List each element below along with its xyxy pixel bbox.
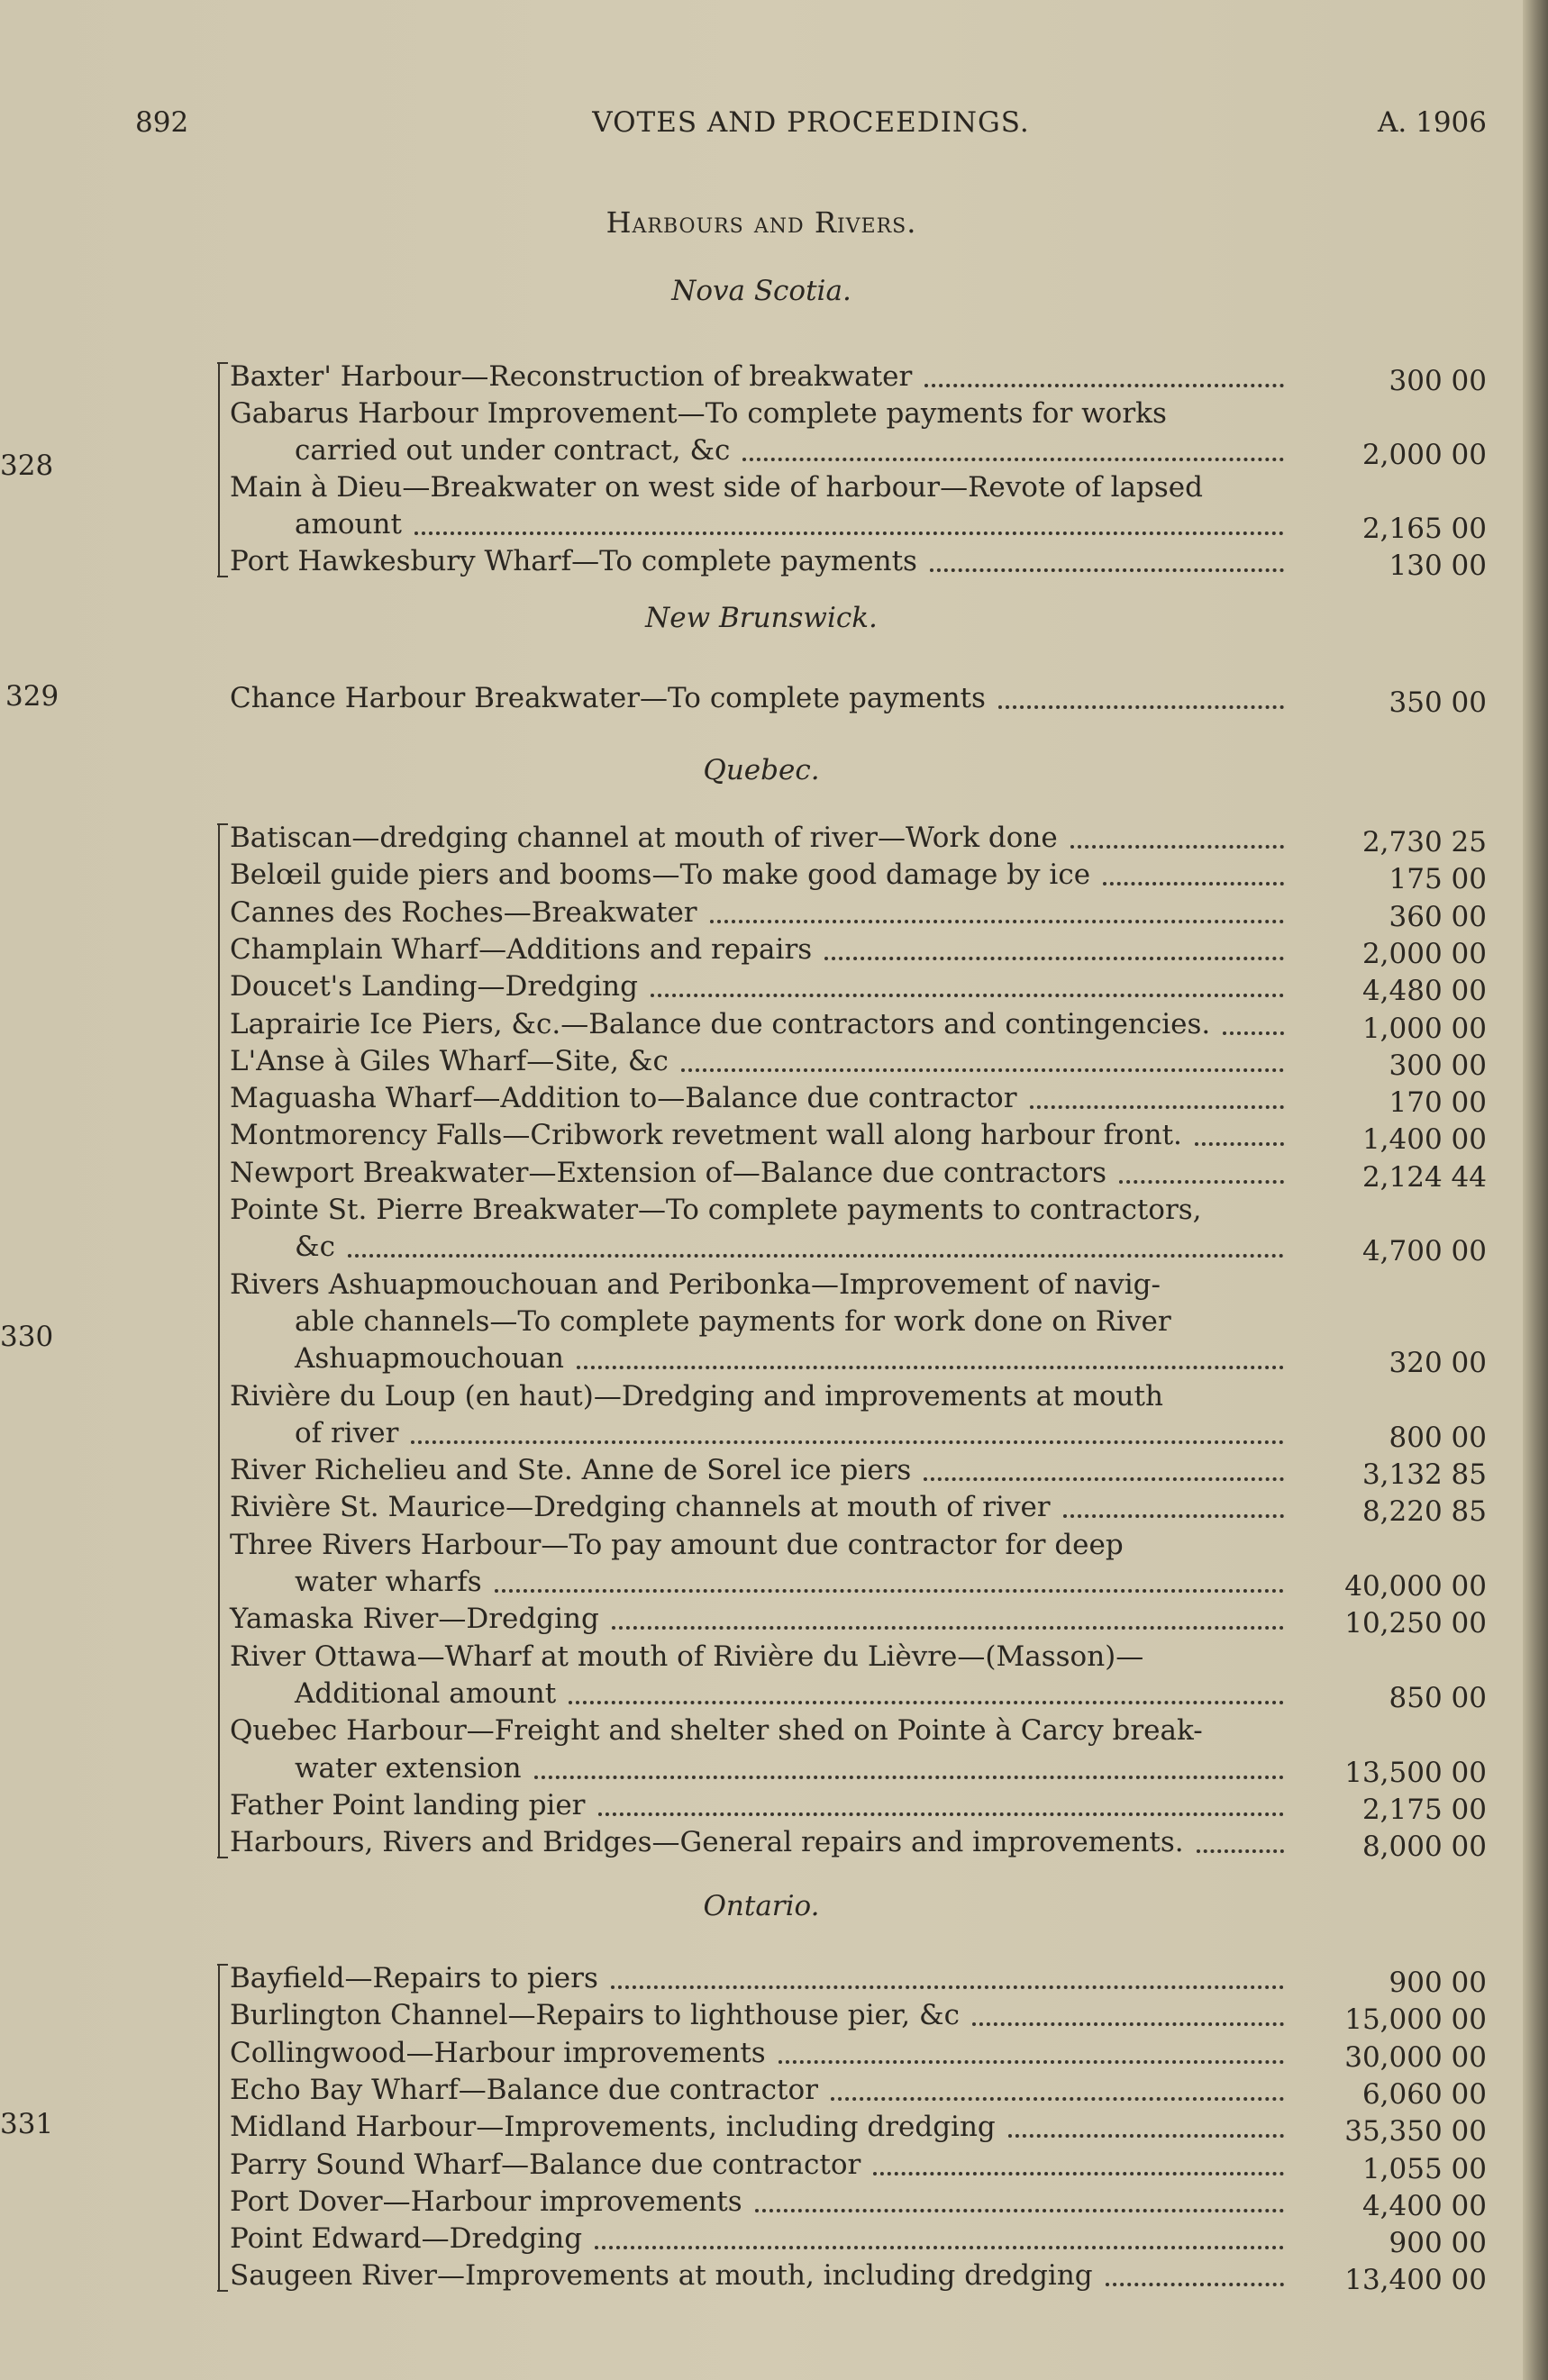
item-description: Three Rivers Harbour—To pay amount due contractor for deep [230,1528,1124,1561]
estimate-line [230,1267,1487,1304]
item-description: Rivière St. Maurice—Dredging channels at mouth of river [230,1491,1051,1524]
dot-leader [534,1776,1284,1779]
item-amount: 2,124 44 [1361,1160,1487,1194]
dot-leader [831,2097,1284,2101]
item-amount: 320 00 [1389,1347,1487,1380]
estimate-line [230,432,1487,469]
item-amount: 40,000 00 [1344,1570,1487,1603]
item-amount: 6,060 00 [1361,2077,1487,2111]
item-description: Yamaska River—Dredging [230,1603,599,1636]
item-amount: 2,000 00 [1361,439,1487,471]
item-description: Champlain Wharf—Additions and repairs [230,932,813,966]
dot-leader [1119,1180,1284,1184]
estimate-line [230,1043,1487,1080]
dot-leader [972,2022,1284,2026]
item-amount: 900 00 [1389,1967,1487,1999]
page-number: 892 [135,106,189,139]
item-amount: 900 00 [1389,2227,1487,2260]
vote-brace [218,823,220,1858]
dot-leader [1063,1514,1284,1518]
item-amount: 8,220 85 [1361,1495,1487,1529]
vote-number: 330 [0,1321,54,1354]
estimate-line [230,1117,1487,1157]
item-description: River Ottawa—Wharf at mouth of Rivière du Lièvre—(Masson)— [230,1640,1144,1673]
item-description: water wharfs [295,1566,482,1598]
vote-number: 329 [5,680,59,713]
estimate-line [230,1192,1487,1229]
item-amount: 300 00 [1389,365,1487,397]
item-amount: 4,700 00 [1361,1235,1487,1268]
dot-leader [1223,1031,1284,1035]
dot-leader [1106,2283,1284,2286]
item-description: Echo Bay Wharf—Balance due contractor [230,2073,818,2106]
item-description: Rivers Ashuapmouchouan and Peribonka—Improvement of navig- [230,1267,1161,1301]
item-description: Newport Breakwater—Extension of—Balance due contractors [230,1156,1106,1189]
item-amount: 170 00 [1389,1086,1487,1120]
item-amount: 2,730 25 [1361,826,1487,858]
estimate-line [230,1712,1487,1749]
item-amount: 1,000 00 [1361,1012,1487,1045]
dot-leader [779,2060,1284,2064]
estimate-line [230,506,1487,543]
estimate-line [230,2109,1487,2146]
estimate-line [230,543,1487,580]
item-description: Port Hawkesbury Wharf—To complete payments [230,545,917,577]
dot-leader [651,994,1284,997]
page-edge-shadow [1523,0,1548,2380]
estimate-line [230,1378,1487,1415]
estimate-line [230,1415,1487,1452]
item-amount: 1,400 00 [1361,1123,1487,1157]
estimate-line [230,1155,1487,1192]
item-amount: 360 00 [1389,900,1487,933]
item-amount: 130 00 [1389,550,1487,582]
item-description: Belœil guide piers and booms—To make good damage by ice [230,858,1091,892]
region-title: New Brunswick. [645,602,878,634]
item-description: Doucet's Landing—Dredging [230,970,638,1004]
vote-number: 331 [0,2107,54,2140]
item-description: Pointe St. Pierre Breakwater—To complete payments to contractors, [230,1194,1202,1226]
item-description: Chance Harbour Breakwater—To complete payments [230,682,986,714]
item-description: Cannes des Roches—Breakwater [230,895,697,929]
running-header [135,106,1487,151]
item-description: Gabarus Harbour Improvement—To complete payments for works [230,397,1167,430]
estimate-line [230,1452,1487,1492]
dot-leader [595,2246,1284,2249]
session-year: A. 1906 [1378,106,1487,139]
estimate-line [230,968,1487,1008]
item-amount: 8,000 00 [1361,1830,1487,1864]
region-title: Ontario. [703,1890,820,1922]
item-description: Harbours, Rivers and Bridges—General repairs and improvements. [230,1826,1184,1859]
item-amount: 2,165 00 [1361,513,1487,545]
item-amount: 15,000 00 [1344,2003,1487,2037]
item-amount: 175 00 [1389,863,1487,896]
region-title: Nova Scotia. [671,275,851,307]
dot-leader [1103,882,1284,886]
estimate-line [230,1639,1487,1676]
dot-leader [930,568,1284,572]
estimate-line [230,931,1487,968]
item-amount: 30,000 00 [1344,2040,1487,2074]
item-description: Rivière du Loup (en haut)—Dredging and improvements at mouth [230,1379,1163,1413]
item-amount: 350 00 [1389,686,1487,719]
estimate-line [230,395,1487,432]
vote-brace [218,1964,220,2292]
estimate-line [230,1006,1487,1043]
estimate-line [230,1676,1487,1712]
item-description: Laprairie Ice Piers, &c.—Balance due contractors and contingencies. [230,1007,1211,1040]
dot-leader [611,1985,1284,1989]
item-description: Father Point landing pier [230,1788,586,1821]
estimate-line [230,1489,1487,1529]
dot-leader [348,1254,1284,1258]
item-amount: 800 00 [1389,1421,1487,1454]
region-title: Quebec. [703,754,820,786]
dot-leader [495,1589,1284,1593]
estimate-line [230,1080,1487,1120]
estimate-line [230,359,1487,395]
estimate-line [230,1304,1487,1340]
estimate-line [230,1750,1487,1787]
dot-leader [998,705,1284,709]
dot-leader [681,1068,1284,1072]
estimate-line [230,1824,1487,1864]
estimate-line [230,1340,1487,1380]
estimate-line [230,820,1487,857]
estimate-line [230,2221,1487,2260]
dot-leader [742,458,1284,461]
item-description: River Richelieu and Ste. Anne de Sorel ice piers [230,1454,912,1487]
dot-leader [577,1366,1284,1369]
estimate-line [230,1229,1487,1266]
item-amount: 3,132 85 [1361,1458,1487,1492]
dot-leader [755,2209,1284,2212]
item-description: Saugeen River—Improvements at mouth, including dredging [230,2259,1093,2293]
vote-brace [218,362,220,577]
item-amount: 850 00 [1389,1681,1487,1714]
item-amount: 35,350 00 [1344,2115,1487,2148]
item-description: of river [295,1416,399,1449]
item-description: Parry Sound Wharf—Balance due contractor [230,2148,861,2181]
estimate-line [230,2147,1487,2184]
item-description: Point Edward—Dredging [230,2222,583,2256]
item-description: Baxter' Harbour—Reconstruction of breakwater [230,360,913,393]
item-amount: 13,500 00 [1344,1756,1487,1789]
item-description: Midland Harbour—Improvements, including dredging [230,2111,996,2144]
dot-leader [569,1701,1284,1704]
item-description: Ashuapmouchouan [295,1342,564,1376]
item-amount: 300 00 [1389,1049,1487,1082]
item-description: Additional amount [295,1676,557,1710]
dot-leader [873,2172,1284,2176]
estimate-line [230,469,1487,506]
item-description: able channels—To complete payments for work done on River [295,1304,1171,1338]
item-description: Montmorency Falls—Cribwork revetment wall along harbour front. [230,1119,1182,1152]
item-description: Collingwood—Harbour improvements [230,2036,766,2069]
section-title: Harbours and Rivers. [606,205,917,240]
item-description: Maguasha Wharf—Addition to—Balance due contractor [230,1082,1017,1115]
estimate-line [230,1527,1487,1564]
item-description: Quebec Harbour—Freight and shelter shed on Pointe à Carcy break- [230,1714,1203,1748]
estimate-line [230,1997,1487,2037]
vote-number: 328 [0,450,54,482]
estimate-line [230,2035,1487,2072]
estimate-line [230,2184,1487,2221]
item-amount: 2,000 00 [1361,937,1487,970]
estimate-line [230,1564,1487,1601]
item-description: Port Dover—Harbour improvements [230,2185,742,2218]
item-amount: 4,400 00 [1361,2189,1487,2222]
item-description: carried out under contract, &c [295,434,731,467]
estimate-line [230,895,1487,931]
estimate-line [230,680,1487,717]
item-amount: 10,250 00 [1344,1607,1487,1640]
dot-leader [1030,1105,1284,1109]
estimate-line [230,857,1487,894]
item-description: amount [295,508,402,540]
dot-leader [824,957,1284,960]
estimate-line [230,2257,1487,2297]
item-description: Burlington Channel—Repairs to lighthouse pier, &c [230,1999,960,2032]
dot-leader [710,920,1284,923]
item-amount: 1,055 00 [1361,2152,1487,2185]
dot-leader [924,384,1284,387]
dot-leader [598,1812,1284,1816]
item-amount: 4,480 00 [1361,975,1487,1008]
item-description: Batiscan—dredging channel at mouth of river—Work done [230,822,1058,854]
item-description: water extension [295,1751,522,1785]
estimate-line [230,1960,1487,1997]
dot-leader [414,531,1284,535]
dot-leader [1197,1849,1284,1853]
item-description: &c [295,1231,335,1264]
estimate-line [230,1787,1487,1824]
estimate-line [230,2072,1487,2109]
item-amount: 13,400 00 [1344,2264,1487,2297]
dot-leader [1195,1142,1284,1146]
dot-leader [612,1626,1284,1630]
item-description: Main à Dieu—Breakwater on west side of harbour—Revote of lapsed [230,471,1203,504]
running-title: VOTES AND PROCEEDINGS. [592,106,1030,139]
dot-leader [411,1440,1284,1444]
item-description: L'Anse à Giles Wharf—Site, &c [230,1044,669,1077]
item-amount: 2,175 00 [1361,1793,1487,1826]
estimate-line [230,1601,1487,1638]
item-description: Bayfield—Repairs to piers [230,1962,598,1994]
dot-leader [924,1477,1284,1481]
dot-leader [1070,845,1284,849]
dot-leader [1008,2134,1284,2138]
